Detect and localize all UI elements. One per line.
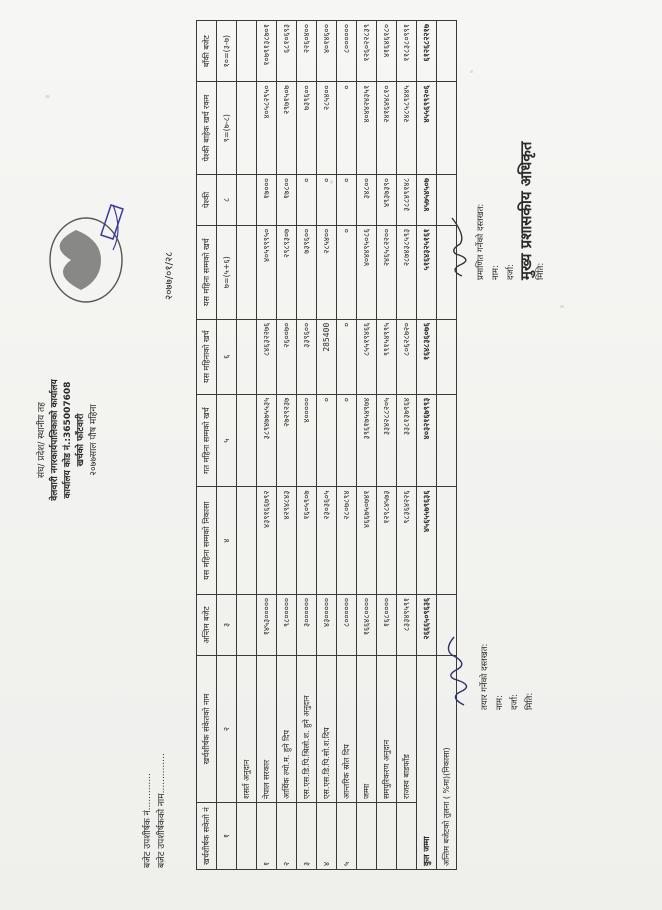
cell-empty	[437, 21, 457, 82]
cell-code	[357, 803, 377, 870]
cell-prev-exp: ३९६१७५४९७४	[357, 394, 377, 487]
colnum: १०=(३-७)	[217, 21, 237, 82]
cell-final-budget: ४३०००००	[317, 594, 337, 655]
cell-final-budget: १४५३०००००	[257, 594, 277, 655]
cell-remaining: ४०१४६००	[317, 21, 337, 82]
cell-prev-exp: ०	[317, 394, 337, 487]
preparer-date-label: मिति:	[525, 692, 535, 710]
cell-total-prev-exp: ४०३२१६७९९३	[417, 394, 437, 487]
colnum: ७=(५+६)	[217, 225, 237, 319]
cell-advance: १७०००	[257, 175, 277, 226]
cell-cum-exp: २८७४३८५९३	[397, 225, 417, 319]
cell-remaining: १०७९१३८७०१	[257, 21, 277, 82]
cell-total-cum-exp: ५१६४३२५१६१	[417, 225, 437, 319]
cell-cum-exp	[237, 225, 257, 319]
table-row	[317, 21, 337, 870]
cell-code	[397, 803, 417, 870]
col-remaining-header: बाँकी बजेट	[197, 21, 217, 82]
cell-this-month: ३३९६००	[297, 319, 317, 394]
cell-cum-exp: ०	[337, 225, 357, 319]
colnum: २	[217, 656, 237, 803]
signature-scribble-icon	[446, 210, 468, 280]
cell-this-month: 285400	[317, 319, 337, 394]
approver-sign-label: प्रमाणित गर्नेको दस्तखत:	[476, 203, 486, 280]
cell-this-month: ०	[337, 319, 357, 394]
cell-exp-excl-adv: ७३९६००	[297, 82, 317, 175]
cell-exp-excl-adv: २४१६४४८१०	[377, 82, 397, 175]
cell-this-month	[237, 319, 257, 394]
cell-release: ९८३६४२२६	[397, 487, 417, 594]
cell-final-budget: ८३३४९५९१	[397, 594, 417, 655]
col-advance-header: पेश्की	[197, 175, 217, 226]
cell-name: समपुरिकरण अनुदान	[377, 656, 397, 803]
cell-exp-excl-adv: २९७१५०७	[277, 82, 297, 175]
cell-name: जम्मा	[357, 656, 377, 803]
cell-code: ५	[337, 803, 357, 870]
cell-advance: ०	[337, 175, 357, 226]
cell-final-budget: ९८०००००	[277, 594, 297, 655]
cell-release	[237, 487, 257, 594]
table-row	[337, 21, 357, 870]
cell-advance: ४९३७३९०	[377, 175, 397, 226]
cell-release: १२९८४५७३	[377, 487, 397, 594]
table-row	[237, 21, 257, 870]
cell-advance: ३८८४९१४८	[397, 175, 417, 226]
cell-code: ४	[317, 803, 337, 870]
cell-name: शसर्त अनुदान	[237, 656, 257, 803]
preparer-name-label: नाम:	[495, 695, 505, 710]
document-date: २०७७/०१/२८	[164, 251, 175, 300]
table-row	[397, 21, 417, 870]
cell-remaining: ८००००००	[337, 21, 357, 82]
colnum: १	[217, 803, 237, 870]
table-colnum-row	[217, 21, 237, 870]
colnum: ८	[217, 175, 237, 226]
col-name-header: खर्चशीर्षक संकेतको नाम	[197, 656, 217, 803]
preparer-sign-label: तयार गर्नेको दस्तखत:	[480, 643, 490, 710]
cell-empty	[437, 319, 457, 394]
cell-name: आर्थिक ल्यो.म. हुने दिप	[277, 656, 297, 803]
cell-cum-exp: ४०४४९५०८६	[357, 225, 377, 319]
header-line-1: संघ/ प्रदेश/ स्थानीय तह	[37, 402, 47, 478]
cell-release: १६०५९०७	[297, 487, 317, 594]
colnum: ६	[217, 319, 237, 394]
cell-exp-excl-adv	[237, 82, 257, 175]
cell-prev-exp	[237, 394, 257, 487]
approver-name-label: नाम:	[491, 265, 501, 280]
budget-subhead-labels	[141, 753, 169, 868]
cell-exp-excl-adv: २४८५८९४४५	[397, 82, 417, 175]
cell-advance: ३४८००	[357, 175, 377, 226]
cell-final-budget: ८००००००	[337, 594, 357, 655]
cell-code: १	[257, 803, 277, 870]
colnum: ५	[217, 394, 237, 487]
cell-exp-excl-adv: ४०५८२९५०	[257, 82, 277, 175]
cell-final-budget: ३००००००	[297, 594, 317, 655]
cell-this-month: ८०६२८७२०	[397, 319, 417, 394]
cell-total-remaining: ६१२६८२२१७	[417, 21, 437, 82]
cell-cum-exp: २९८९३०७	[277, 225, 297, 319]
cell-name: राजस्व बाडफाँड	[397, 656, 417, 803]
cell-prev-exp: ३३८१३७९६४	[397, 394, 417, 487]
table-row	[357, 21, 377, 870]
col-release-header: यस महिना सम्मको निकासा	[197, 487, 217, 594]
document-header	[36, 290, 101, 590]
cell-name: एस.एस.डि.पि.श्रिलो.श. हुने अनुदान	[297, 656, 317, 803]
header-period: २०७७साल पौष महिना	[89, 404, 99, 476]
table-row	[277, 21, 297, 870]
col-code-header: खर्चशीर्षक सकेतो नं	[197, 803, 217, 870]
header-office-code: कार्यालय कोड नं.:365007608	[63, 381, 73, 499]
cell-cum-exp: २४६५८२२००	[377, 225, 397, 319]
cell-remaining	[237, 21, 257, 82]
col-cum-exp-header: यस महिना सम्मको खर्च	[197, 225, 217, 319]
rotated-document	[16, 10, 646, 890]
budget-subhead-number: बजेट उपशीर्षक नं.............	[143, 773, 153, 868]
col-this-month-header: यस महिनाको खर्च	[197, 319, 217, 394]
colnum: ९=(७-८)	[217, 82, 237, 175]
cell-this-month: ९९१५४९९५	[377, 319, 397, 394]
cell-total-advance: ४५७५४५०७	[417, 175, 437, 226]
cell-cum-exp: ७३९६००	[297, 225, 317, 319]
expense-table	[196, 20, 457, 870]
cell-prev-exp: २७२९२३७	[277, 394, 297, 487]
cell-final-budget: १६८००००	[377, 594, 397, 655]
table-header-row	[197, 21, 217, 870]
cell-this-month: ८५५१९४६६	[357, 319, 377, 394]
approver-position-label: दर्जा:	[506, 264, 516, 280]
cell-advance: ०	[297, 175, 317, 226]
cell-remaining: १२६०२२८३९	[357, 21, 377, 82]
cell-prev-exp: ३३४२८८२०५	[377, 394, 397, 487]
office-seal-icon	[41, 190, 141, 320]
cell-this-month: ८४६३२२७६	[257, 319, 277, 394]
signature-scribble-icon	[446, 620, 472, 710]
cell-release: २३०३६०५	[317, 487, 337, 594]
cell-total-exp-excl-adv: ४५५६९९२०६	[417, 82, 437, 175]
colnum: ४	[217, 487, 237, 594]
cell-empty	[437, 487, 457, 594]
cell-code	[377, 803, 397, 870]
cell-code: २	[277, 803, 297, 870]
col-exp-excl-adv-header: पेश्की बाहेक खर्च रकम	[197, 82, 217, 175]
cell-release: ४२९४८४३	[277, 487, 297, 594]
cell-name: नेपाल सरकार	[257, 656, 277, 803]
cell-final-budget	[237, 594, 257, 655]
cell-cum-exp: २८५४००	[317, 225, 337, 319]
approver-signature-block	[446, 142, 549, 280]
cell-remaining: २२६०४००	[297, 21, 317, 82]
cell-this-month: २६००७०	[277, 319, 297, 394]
preparer-signature-block	[446, 620, 538, 710]
table-total-row	[417, 21, 437, 870]
cell-total-this-month: १६४८३६०७६	[417, 319, 437, 394]
cell-cum-exp: ४०५९९९५०	[257, 225, 277, 319]
cell-total-release: ४५६५५७९६३६	[417, 487, 437, 594]
cell-release: ४६६७५०७४१	[357, 487, 377, 594]
cell-code	[237, 803, 257, 870]
cell-exp-excl-adv: ४०४४२४३५१	[357, 82, 377, 175]
cell-prev-exp: ०	[337, 394, 357, 487]
cell-remaining: ११८३८०९९१	[397, 21, 417, 82]
colnum: ३	[217, 594, 237, 655]
cell-prev-exp: ४०००००	[297, 394, 317, 487]
cell-comparison-label: अन्तिम बजेटको तुलना ( %मा)(निकासा)	[437, 656, 457, 870]
approver-title: मुख्य प्रशासकीय अधिकृत	[517, 141, 535, 280]
table-row	[297, 21, 317, 870]
cell-empty	[437, 394, 457, 487]
header-title: खर्चको फाँटवारी	[76, 413, 86, 467]
cell-name: एस.एस.डि.पि.सो.श.दिप	[317, 656, 337, 803]
cell-exp-excl-adv: ०	[337, 82, 357, 175]
cell-final-budget: १६६४८००००	[357, 594, 377, 655]
budget-subhead-name: बजेट उपशीर्षकको नाम..............	[157, 753, 167, 868]
cell-code: ३	[297, 803, 317, 870]
cell-advance: ०	[317, 175, 337, 226]
header-office-name: वेलवारी नगरकार्यपालिकाको कार्यालय	[50, 379, 60, 501]
cell-remaining: ६८१०६९३	[277, 21, 297, 82]
table-row	[377, 21, 397, 870]
cell-release: ४३९१६६७९२	[257, 487, 277, 594]
cell-exp-excl-adv: २८५४००	[317, 82, 337, 175]
table-row	[257, 21, 277, 870]
cell-prev-exp: ३८९४७७५५३५	[257, 394, 277, 487]
cell-advance: १७८००	[277, 175, 297, 226]
cell-total-label: कुल जम्मा	[417, 656, 437, 870]
preparer-position-label: दर्जा:	[510, 694, 520, 710]
cell-advance	[237, 175, 257, 226]
cell-remaining: ४१६४६१८०	[377, 21, 397, 82]
cell-total-final-budget: २६६६५०९६३६	[417, 594, 437, 655]
cell-release: २८०७८९४	[337, 487, 357, 594]
approver-date-label: मिति:	[536, 262, 546, 280]
cell-name: आन्तरिक स्रोत दिप	[337, 656, 357, 803]
col-prev-exp-header: गत महिना सम्मको खर्च	[197, 394, 217, 487]
col-final-budget-header: अन्तिम बजेट	[197, 594, 217, 655]
